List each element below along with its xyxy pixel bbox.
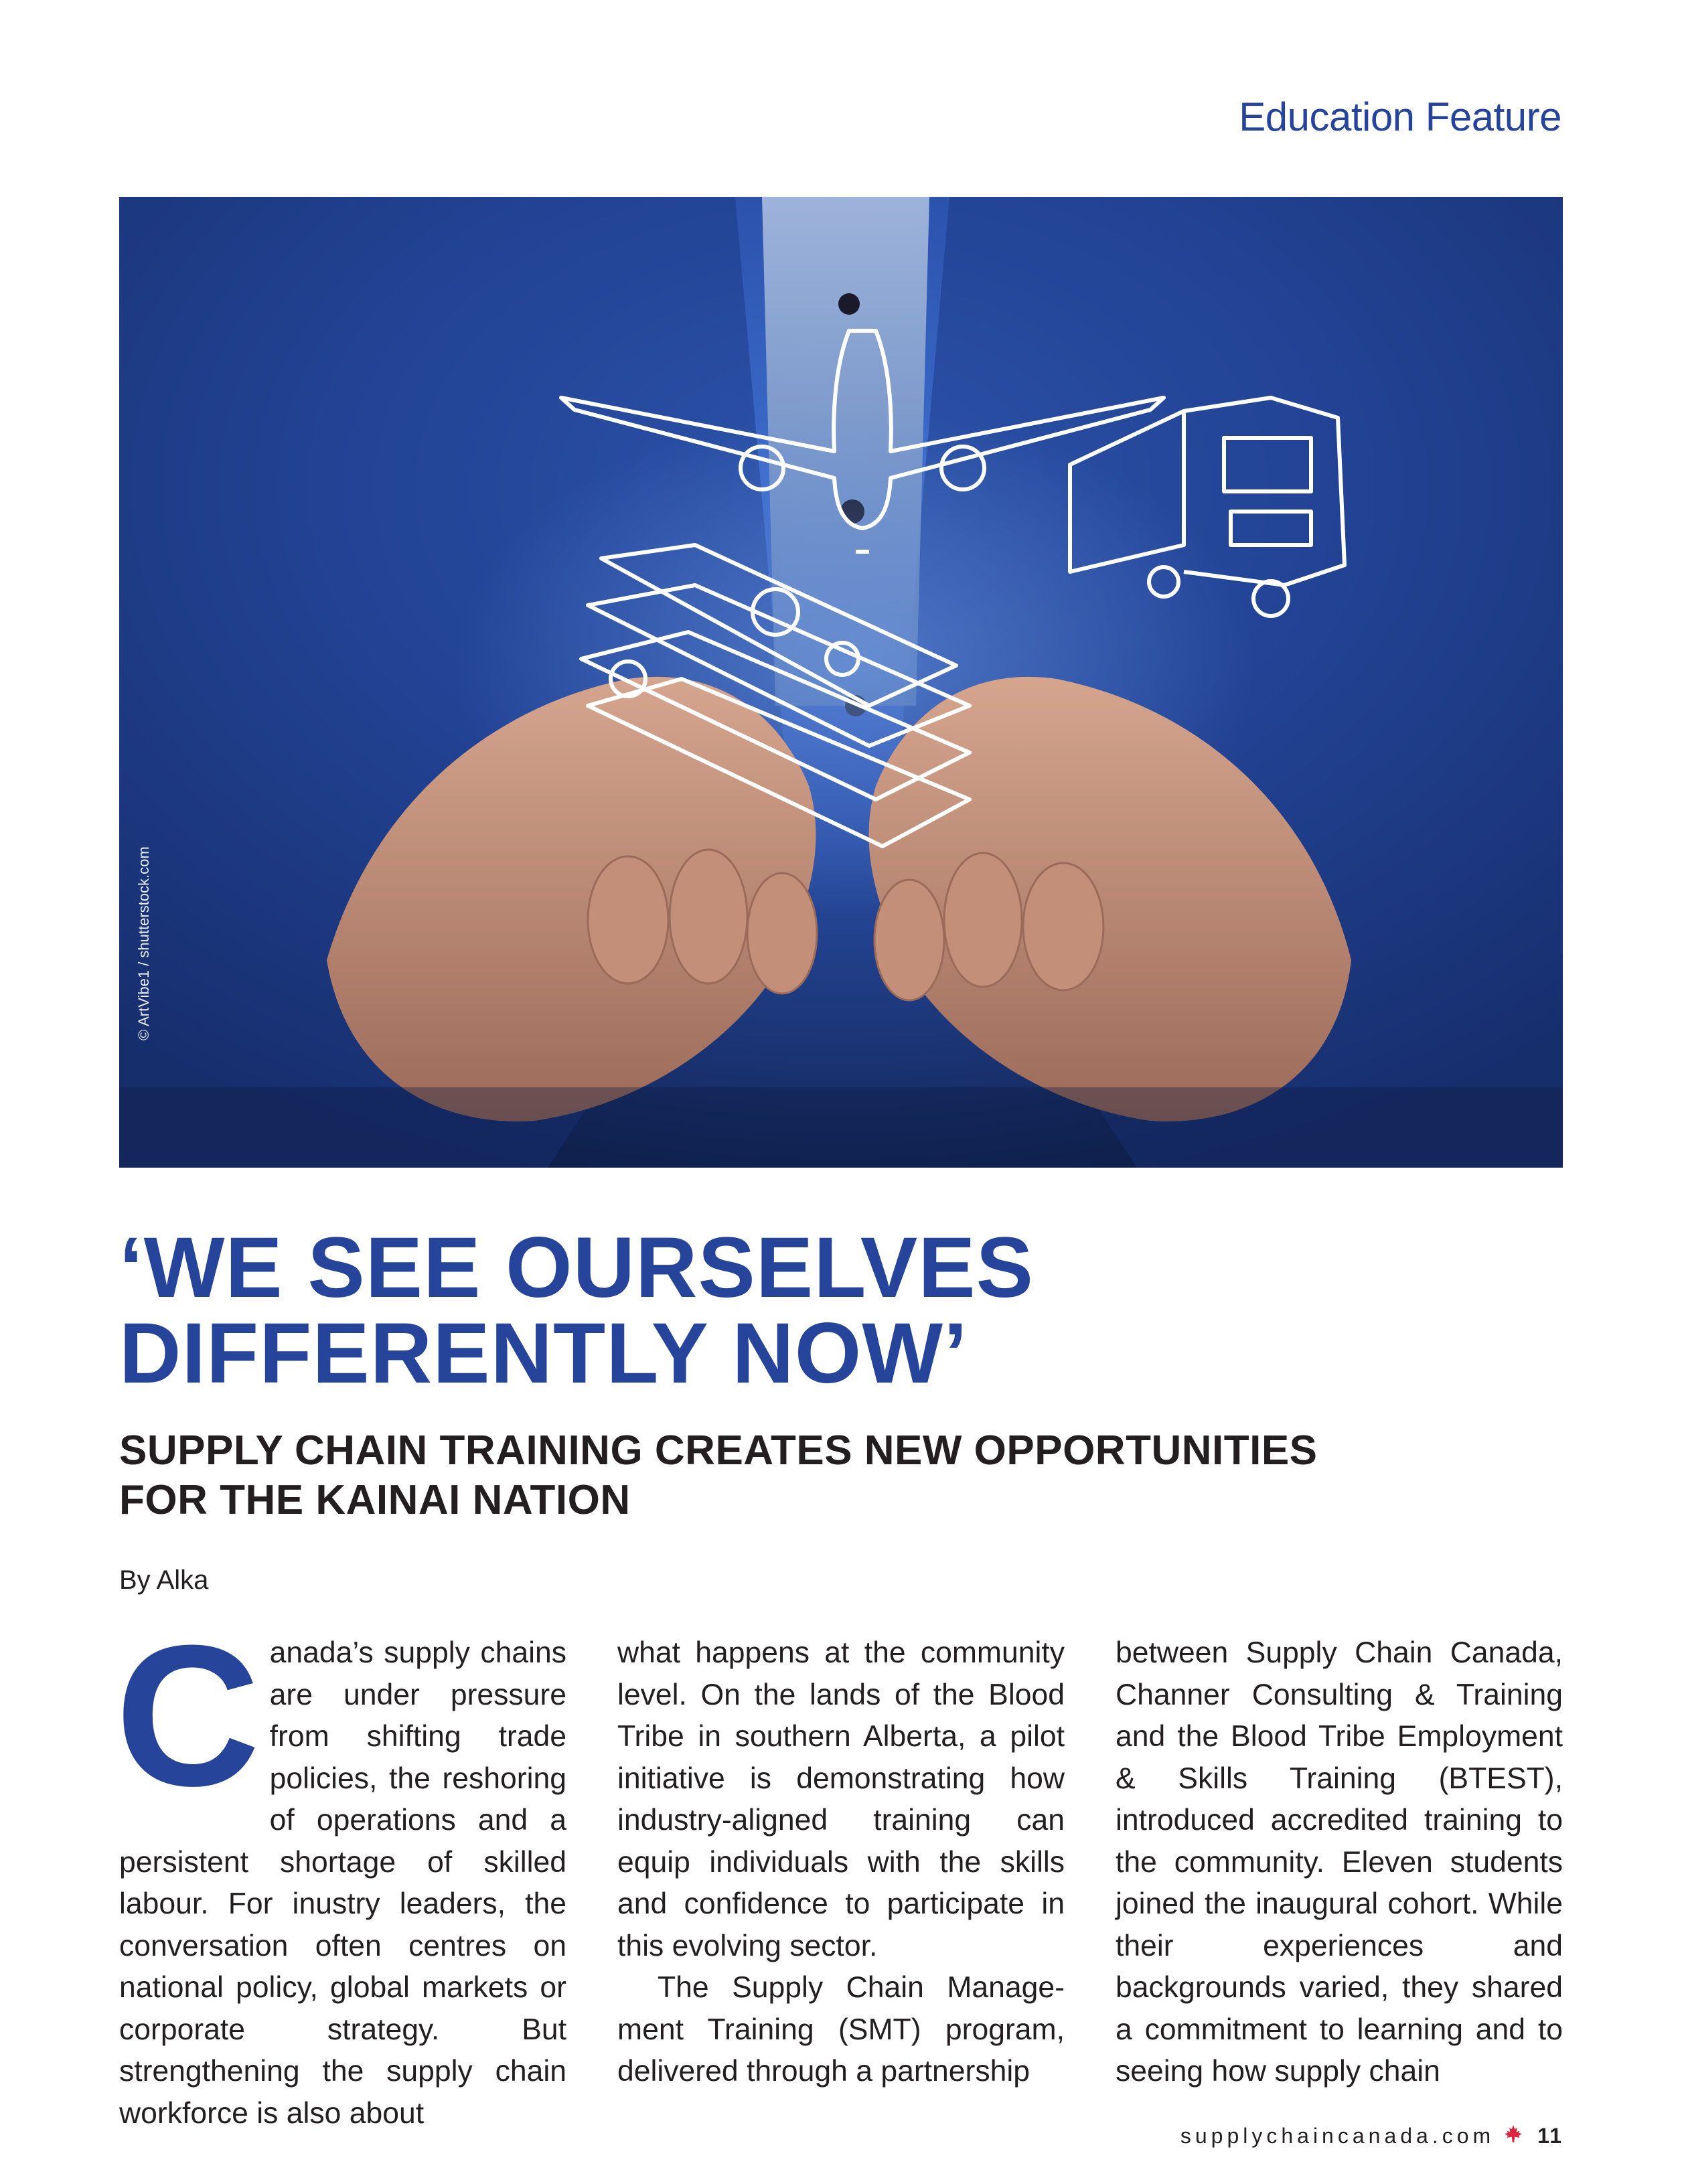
deck-line-2: FOR THE KAINAI NATION (119, 1477, 631, 1523)
byline: By Alka (119, 1565, 209, 1595)
headline-line-2: DIFFERENTLY NOW’ (119, 1306, 968, 1401)
article-subheadline (119, 1426, 1525, 1525)
footer-site[interactable]: supplychaincanada.com (1180, 2124, 1495, 2148)
page-number: 11 (1537, 2124, 1563, 2148)
page-footer (1180, 2124, 1563, 2149)
section-label: Education Feature (1239, 94, 1561, 139)
article-headline (119, 1220, 1525, 1401)
paragraph: The Supply Chain Management Training (SMT) program, delivered through a partnership (617, 1971, 1065, 2088)
hero-image (119, 197, 1563, 1168)
deck-line-1: SUPPLY CHAIN TRAINING CREATES NEW OPPORTUNITIES (119, 1427, 1318, 1474)
body-column-1 (115, 1603, 566, 2134)
body-column-2 (617, 1632, 1065, 2093)
headline-line-1: ‘WE SEE OURSELVES (119, 1220, 1034, 1316)
paragraph: what happens at the community level. On the lands of the Blood Tribe in southern Alberta, a pilot initiative is demonstrating how industry-aligned training can equip individuals with the skills and confidence to participate in this evolving sector. (617, 1636, 1065, 1962)
body-column-3 (1116, 1632, 1563, 2093)
paragraph: anada’s supply chains are under pressure from shifting trade policies, the reshoring of operations and a persistent shortage of skilled labour. For inustry leaders, the conversation often centres on national policy, global markets or corporate strategy. But strengthening the supply chain workforce is also about (119, 1636, 566, 2130)
paragraph: between Supply Chain Canada, Channer Consulting & Training and the Blood Tribe Employment & Skills Training (BTEST), introduced accredited training to the community. Eleven students joined the inaugural cohort. While their experiences and backgrounds varied, they shared a commitment to learning and to seeing how supply chain (1116, 1636, 1563, 2088)
maple-leaf-icon (1504, 2124, 1523, 2149)
photo-credit: © ArtVibe1 / shutterstock.com (135, 846, 152, 1040)
drop-cap: C (115, 1603, 260, 1828)
